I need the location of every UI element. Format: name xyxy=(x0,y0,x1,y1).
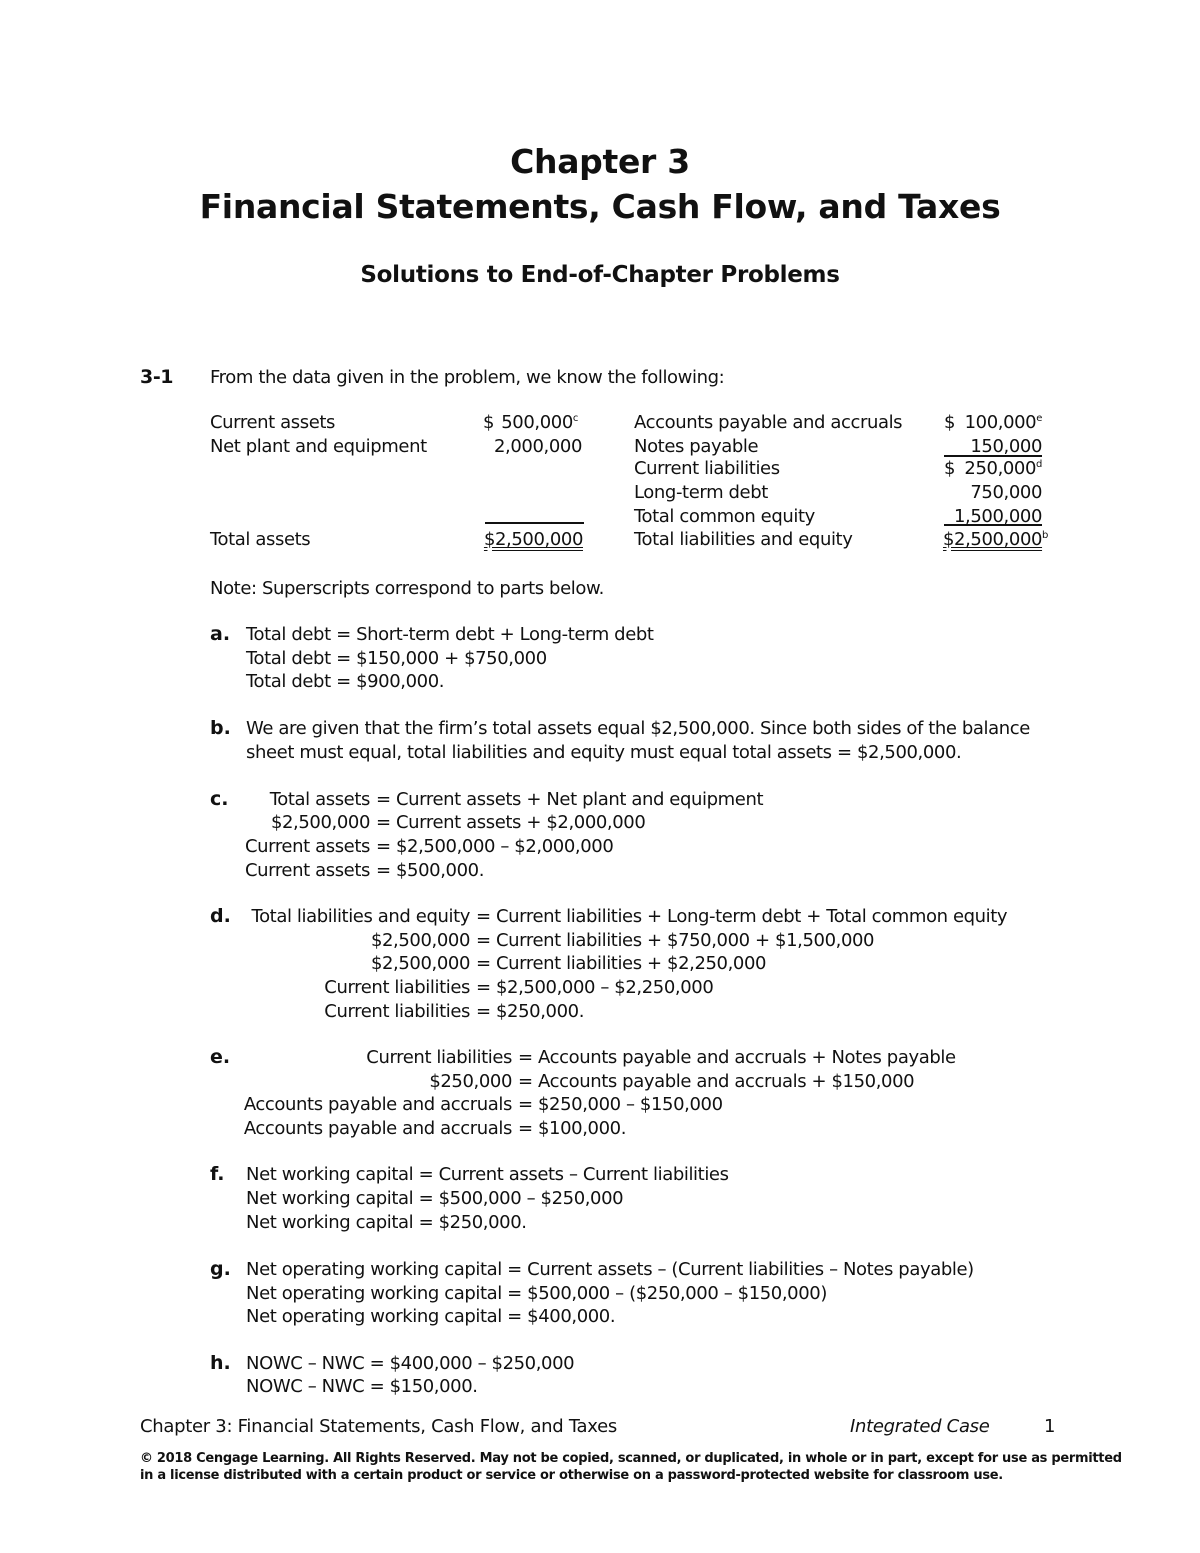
long-term-debt-value: 750,000 xyxy=(970,482,1042,503)
total-assets-rule xyxy=(485,522,584,524)
part-d-rhs: = $250,000. xyxy=(476,1001,585,1022)
ap-label: Accounts payable and accruals xyxy=(634,412,903,433)
total-assets-value: $2,500,000 xyxy=(483,529,583,550)
part-d-lhs: Total liabilities and equity xyxy=(251,906,470,927)
part-c-lhs: $2,500,000 xyxy=(270,812,370,833)
part-d-rhs: = Current liabilities + $750,000 + $1,500,000 xyxy=(476,930,875,951)
part-d-rhs: = Current liabilities + Long-term debt + Total common equity xyxy=(476,906,1008,927)
part-a-line: Total debt = Short-term debt + Long-term debt xyxy=(246,624,654,645)
part-f-line: Net working capital = $250,000. xyxy=(246,1212,527,1233)
part-c-lhs: Current assets xyxy=(244,836,370,857)
notes-payable-value: 150,000 xyxy=(970,436,1042,457)
part-d-rhs: = $2,500,000 – $2,250,000 xyxy=(476,977,714,998)
part-b-line: We are given that the firm’s total assets equal $2,500,000. Since both sides of the balance xyxy=(246,718,1030,739)
chapter-heading: Chapter 3 xyxy=(510,142,690,181)
part-e-rhs: = Accounts payable and accruals + $150,000 xyxy=(518,1071,915,1092)
ap-dollar: $ xyxy=(944,412,956,433)
equity-value: 1,500,000 xyxy=(953,506,1042,527)
part-h-line: NOWC – NWC = $400,000 – $250,000 xyxy=(246,1353,575,1374)
problem-intro: From the data given in the problem, we know the following: xyxy=(210,367,725,388)
part-c-rhs: = Current assets + Net plant and equipment xyxy=(376,789,764,810)
part-f-line: Net working capital = $500,000 – $250,000 xyxy=(246,1188,624,1209)
net-plant-label: Net plant and equipment xyxy=(210,436,427,457)
equity-label: Total common equity xyxy=(634,506,815,527)
superscript-note: Note: Superscripts correspond to parts below. xyxy=(210,578,604,599)
part-d-lhs: Current liabilities xyxy=(324,977,470,998)
current-liabilities-label: Current liabilities xyxy=(634,458,780,479)
current-assets-value: 500,000$^c$ xyxy=(501,412,578,433)
part-a-line: Total debt = $150,000 + $750,000 xyxy=(246,648,547,669)
cl-dollar: $ xyxy=(944,458,956,479)
part-d-rhs: = Current liabilities + $2,250,000 xyxy=(476,953,767,974)
part-e-lhs: Accounts payable and accruals xyxy=(243,1094,512,1115)
total-liab-equity-value: $2,500,000$^b$ xyxy=(942,529,1048,550)
part-e-rhs: = $250,000 – $150,000 xyxy=(518,1094,723,1115)
part-a-letter: a. xyxy=(210,623,231,645)
part-d-lhs: Current liabilities xyxy=(324,1001,470,1022)
part-c-lhs: Total assets xyxy=(269,789,370,810)
part-f-letter: f. xyxy=(210,1163,225,1185)
part-g-line: Net operating working capital = Current assets – (Current liabilities – Notes payable) xyxy=(246,1259,974,1280)
footer-case-label: Integrated Case xyxy=(850,1416,990,1437)
part-c-rhs: = $500,000. xyxy=(376,860,485,881)
part-h-line: NOWC – NWC = $150,000. xyxy=(246,1376,478,1397)
page-number: 1 xyxy=(1044,1416,1056,1437)
total-liab-equity-label: Total liabilities and equity xyxy=(634,529,853,550)
notes-payable-label: Notes payable xyxy=(634,436,759,457)
part-c-lhs: Current assets xyxy=(244,860,370,881)
total-assets-label: Total assets xyxy=(210,529,311,550)
ap-value: 100,000e xyxy=(964,412,1042,433)
part-a-line: Total debt = $900,000. xyxy=(246,671,445,692)
part-f-line: Net working capital = Current assets – Current liabilities xyxy=(246,1164,729,1185)
part-e-rhs: = Accounts payable and accruals + Notes payable xyxy=(518,1047,956,1068)
part-c-letter: c. xyxy=(210,788,229,810)
copyright-line: © 2018 Cengage Learning. All Rights Reserved. May not be copied, scanned, or duplicated, in whole or in part, except for use as permitted xyxy=(140,1451,1122,1466)
part-b-line: sheet must equal, total liabilities and equity must equal total assets = $2,500,000. xyxy=(246,742,962,763)
part-e-lhs: Current liabilities xyxy=(366,1047,512,1068)
part-g-line: Net operating working capital = $400,000. xyxy=(246,1306,616,1327)
net-plant-value: 2,000,000 xyxy=(493,436,582,457)
current-liabilities-value: 250,000$^d$ xyxy=(964,458,1042,479)
chapter-title: Financial Statements, Cash Flow, and Taxes xyxy=(199,187,1001,226)
part-e-lhs: $250,000 xyxy=(429,1071,512,1092)
part-d-lhs: $2,500,000 xyxy=(370,930,470,951)
part-c-rhs: = Current assets + $2,000,000 xyxy=(376,812,646,833)
part-c-rhs: = $2,500,000 – $2,000,000 xyxy=(376,836,614,857)
part-e-letter: e. xyxy=(210,1046,231,1068)
current-assets-label: Current assets xyxy=(210,412,336,433)
part-d-letter: d. xyxy=(210,905,231,927)
long-term-debt-label: Long-term debt xyxy=(634,482,768,503)
part-d-lhs: $2,500,000 xyxy=(370,953,470,974)
part-g-letter: g. xyxy=(210,1258,231,1280)
copyright-line: in a license distributed with a certain product or service or otherwise on a password-protected website for classroom use. xyxy=(140,1468,1003,1483)
part-g-line: Net operating working capital = $500,000 – ($250,000 – $150,000) xyxy=(246,1283,827,1304)
part-e-rhs: = $100,000. xyxy=(518,1118,627,1139)
part-e-lhs: Accounts payable and accruals xyxy=(243,1118,512,1139)
section-subtitle: Solutions to End-of-Chapter Problems xyxy=(360,262,840,288)
current-assets-dollar: $ xyxy=(483,412,495,433)
footer-chapter-title: Chapter 3: Financial Statements, Cash Flow, and Taxes xyxy=(140,1416,617,1437)
part-h-letter: h. xyxy=(210,1352,231,1374)
problem-number: 3-1 xyxy=(140,366,174,388)
part-b-letter: b. xyxy=(210,717,231,739)
